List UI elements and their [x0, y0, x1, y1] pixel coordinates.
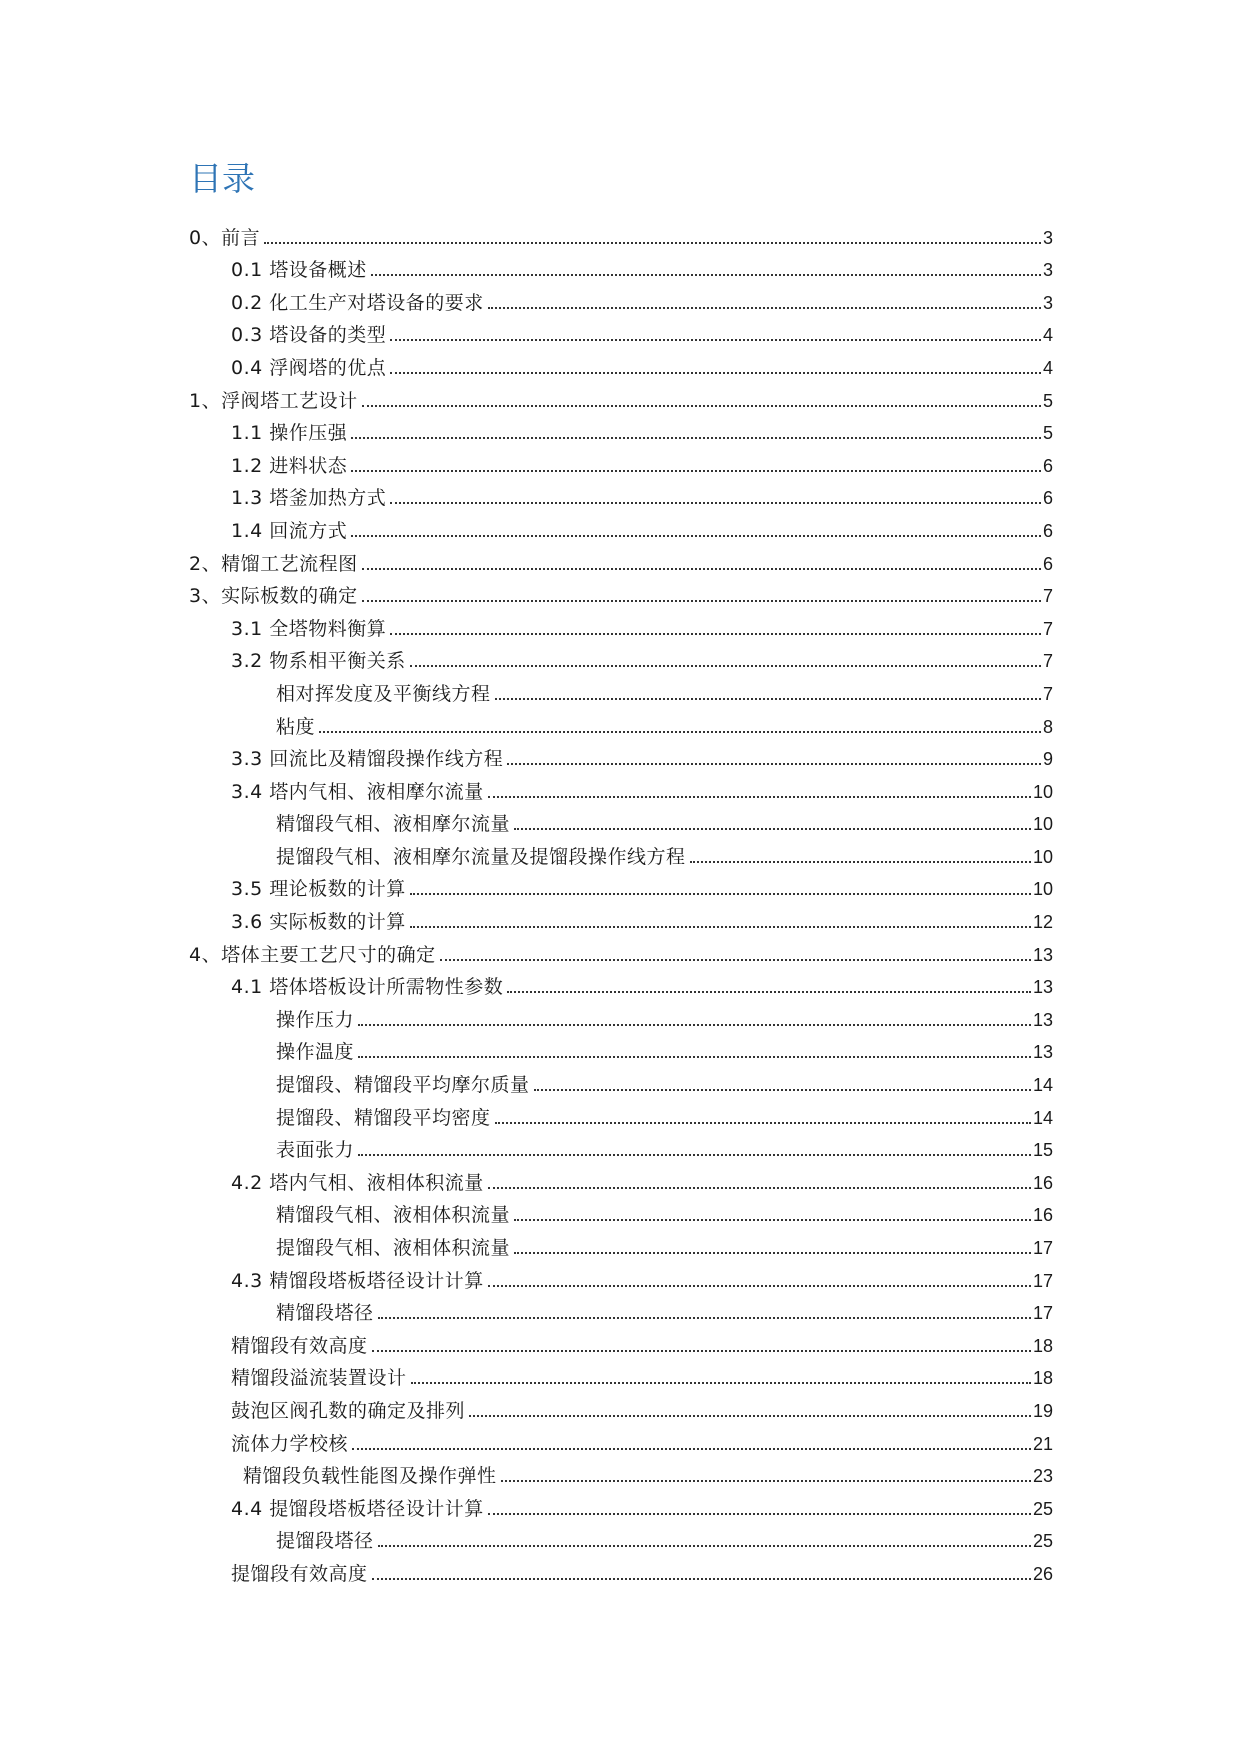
toc-entry[interactable] [0, 641, 1241, 674]
toc-page-number: 17 [1032, 1303, 1053, 1324]
toc-entry[interactable] [0, 1293, 1241, 1326]
dot-leader [440, 959, 1031, 961]
toc-entry-text: 精馏段有效高度 [231, 1334, 368, 1357]
dot-leader [534, 1089, 1031, 1091]
toc-page-number: 10 [1032, 846, 1053, 867]
toc-entry[interactable] [0, 1390, 1241, 1423]
dot-leader [507, 763, 1041, 765]
dot-leader [378, 1545, 1031, 1547]
dot-leader [362, 568, 1041, 570]
toc-page-number: 13 [1032, 977, 1053, 998]
toc-entry-text: 0.4 浮阀塔的优点 [231, 356, 387, 379]
toc-entry[interactable] [0, 1130, 1241, 1163]
toc-page-number: 18 [1032, 1335, 1053, 1356]
dot-leader [371, 274, 1041, 276]
toc-entry[interactable] [0, 999, 1241, 1032]
toc-entry-text: 精馏段负载性能图及操作弹性 [243, 1465, 497, 1488]
toc-page-number: 3 [1042, 260, 1053, 281]
toc-page-number: 4 [1042, 325, 1053, 346]
toc-entry[interactable] [0, 413, 1241, 446]
toc-entry[interactable] [0, 836, 1241, 869]
toc-page-number: 3 [1042, 292, 1053, 313]
toc-entry-text: 流体力学校核 [231, 1432, 349, 1455]
toc-entry-text: 3.2 物系相平衡关系 [231, 650, 406, 673]
dot-leader [488, 307, 1041, 309]
toc-page-number: 14 [1032, 1107, 1053, 1128]
toc-page-number: 25 [1032, 1498, 1053, 1519]
toc-entry[interactable] [0, 706, 1241, 739]
toc-entry[interactable] [0, 1488, 1241, 1521]
toc-entry-text: 精馏段溢流装置设计 [231, 1367, 407, 1390]
toc-page-number: 16 [1032, 1172, 1053, 1193]
toc-entry-text: 操作压力 [276, 1008, 355, 1031]
toc-entry-text: 提馏段塔径 [276, 1530, 374, 1553]
dot-leader [501, 1480, 1031, 1482]
toc-page-number: 6 [1042, 553, 1053, 574]
toc-entry[interactable] [0, 445, 1241, 478]
toc-page-number: 23 [1032, 1466, 1053, 1487]
toc-entry-text: 0、前言 [189, 226, 261, 249]
toc-entry-text: 精馏段气相、液相体积流量 [276, 1204, 511, 1227]
toc-entry[interactable] [0, 1260, 1241, 1293]
toc-page-number: 10 [1032, 781, 1053, 802]
dot-leader [362, 405, 1041, 407]
dot-leader [358, 1056, 1031, 1058]
toc-entry[interactable] [0, 1423, 1241, 1456]
dot-leader [469, 1415, 1031, 1417]
dot-leader [390, 502, 1041, 504]
toc-entry[interactable] [0, 1032, 1241, 1065]
dot-leader [488, 1513, 1031, 1515]
dot-leader [411, 1382, 1031, 1384]
toc-entry-text: 0.3 塔设备的类型 [231, 324, 387, 347]
toc-heading: 目录 [189, 159, 255, 198]
toc-entry[interactable] [0, 1553, 1241, 1586]
dot-leader [410, 926, 1031, 928]
toc-entry[interactable] [0, 217, 1241, 250]
toc-entry[interactable] [0, 608, 1241, 641]
dot-leader [514, 1252, 1031, 1254]
dot-leader [488, 796, 1031, 798]
toc-entry-text: 提馏段气相、液相摩尔流量及提馏段操作线方程 [276, 845, 686, 868]
toc-entry-text: 提馏段有效高度 [231, 1562, 368, 1585]
toc-entry-text: 1.3 塔釜加热方式 [231, 487, 387, 510]
toc-page-number: 6 [1042, 455, 1053, 476]
toc-page-number: 19 [1032, 1400, 1053, 1421]
toc-page-number: 5 [1042, 390, 1053, 411]
dot-leader [351, 470, 1041, 472]
dot-leader [390, 633, 1041, 635]
dot-leader [390, 372, 1041, 374]
toc-entry-text: 精馏段气相、液相摩尔流量 [276, 813, 511, 836]
toc-entry[interactable] [0, 934, 1241, 967]
toc-entry[interactable] [0, 1064, 1241, 1097]
toc-entry[interactable] [0, 901, 1241, 934]
dot-leader [378, 1317, 1031, 1319]
toc-entry-text: 3.1 全塔物料衡算 [231, 617, 387, 640]
toc-page-number: 13 [1032, 1042, 1053, 1063]
dot-leader [514, 1219, 1031, 1221]
toc-page-number: 17 [1032, 1238, 1053, 1258]
toc-page-number: 3 [1042, 227, 1053, 248]
toc-entry-text: 粘度 [276, 715, 316, 738]
toc-entry[interactable] [0, 1358, 1241, 1391]
toc-entry[interactable] [0, 1227, 1241, 1260]
dot-leader [495, 698, 1041, 700]
toc-page-number: 7 [1042, 618, 1053, 639]
dot-leader [319, 731, 1041, 733]
toc-page-number: 5 [1042, 423, 1053, 444]
toc-entry[interactable] [0, 1456, 1241, 1489]
toc-entry[interactable] [0, 771, 1241, 804]
dot-leader [264, 242, 1041, 244]
toc-entry-text: 3.5 理论板数的计算 [231, 878, 406, 901]
toc-entry[interactable] [0, 1097, 1241, 1130]
toc-entry[interactable] [0, 869, 1241, 902]
toc-entry-text: 精馏段塔径 [276, 1302, 374, 1325]
toc-entry-text: 4、塔体主要工艺尺寸的确定 [189, 943, 436, 966]
toc-page-number: 10 [1032, 814, 1053, 835]
toc-entry[interactable] [0, 967, 1241, 1000]
toc-entry[interactable] [0, 1521, 1241, 1554]
toc-entry[interactable] [0, 380, 1241, 413]
toc-page-number: 10 [1032, 879, 1053, 900]
dot-leader [352, 1448, 1031, 1450]
toc-page-number: 18 [1032, 1368, 1053, 1389]
toc-page-number: 26 [1032, 1563, 1053, 1584]
toc-entry-text: 3.4 塔内气相、液相摩尔流量 [231, 780, 484, 803]
toc-entry[interactable] [0, 543, 1241, 576]
toc-entry[interactable] [0, 739, 1241, 772]
toc-entry[interactable] [0, 673, 1241, 706]
dot-leader [358, 1154, 1031, 1156]
toc-page-number: 13 [1032, 944, 1053, 965]
toc-entry-text: 4.4 提馏段塔板塔径设计计算 [231, 1497, 484, 1520]
toc-page-number: 7 [1042, 586, 1053, 607]
dot-leader [410, 665, 1041, 667]
toc-entry[interactable] [0, 282, 1241, 315]
toc-entry[interactable] [0, 315, 1241, 348]
toc-entry[interactable] [0, 1325, 1241, 1358]
toc-page-number: 14 [1032, 1075, 1053, 1096]
toc-entry[interactable] [0, 1162, 1241, 1195]
toc-entry-text: 4.3 精馏段塔板塔径设计计算 [231, 1269, 484, 1292]
toc-entry-text: 1.2 进料状态 [231, 454, 348, 477]
dot-leader [495, 1122, 1031, 1124]
dot-leader [410, 893, 1031, 895]
dot-leader [390, 339, 1041, 341]
toc-entry-text: 1.1 操作压强 [231, 422, 348, 445]
toc-page-number: 15 [1032, 1140, 1053, 1161]
toc-entry-text: 3.3 回流比及精馏段操作线方程 [231, 748, 504, 771]
toc-entry-text: 相对挥发度及平衡线方程 [276, 682, 491, 705]
dot-leader [372, 1350, 1031, 1352]
toc-entry-text: 0.2 化工生产对塔设备的要求 [231, 291, 484, 314]
toc-entry[interactable] [0, 804, 1241, 837]
toc-entry-text: 0.1 塔设备概述 [231, 259, 367, 282]
dot-leader [351, 535, 1041, 537]
dot-leader [488, 1187, 1031, 1189]
dot-leader [488, 1285, 1031, 1287]
toc-entry[interactable] [0, 347, 1241, 380]
toc-page-number: 6 [1042, 520, 1053, 541]
toc-entry-text: 3.6 实际板数的计算 [231, 911, 406, 934]
dot-leader [514, 828, 1031, 830]
toc-page-number: 4 [1042, 357, 1053, 378]
toc-page-number: 17 [1032, 1270, 1053, 1291]
toc-entry-text: 表面张力 [276, 1139, 355, 1162]
toc-entry-text: 1、浮阀塔工艺设计 [189, 389, 358, 412]
toc-entry-text: 1.4 回流方式 [231, 519, 348, 542]
toc-entry-text: 鼓泡区阀孔数的确定及排列 [231, 1399, 466, 1422]
toc-entry[interactable] [0, 576, 1241, 609]
dot-leader [507, 991, 1031, 993]
toc-page-number: 21 [1032, 1433, 1053, 1454]
dot-leader [358, 1024, 1031, 1026]
toc-entry-text: 4.2 塔内气相、液相体积流量 [231, 1171, 484, 1194]
toc-entry-text: 提馏段气相、液相体积流量 [276, 1237, 511, 1259]
toc-entry[interactable] [0, 510, 1241, 543]
toc-page-number: 12 [1032, 912, 1053, 933]
dot-leader [690, 861, 1031, 863]
toc-entry-text: 操作温度 [276, 1041, 355, 1064]
toc-entry-text: 提馏段、精馏段平均密度 [276, 1106, 491, 1129]
toc-page-number: 6 [1042, 488, 1053, 509]
dot-leader [372, 1578, 1031, 1580]
toc-entry-text: 提馏段、精馏段平均摩尔质量 [276, 1074, 530, 1097]
toc-entry-text: 2、精馏工艺流程图 [189, 552, 358, 575]
table-of-contents [0, 217, 1241, 1586]
dot-leader [351, 437, 1041, 439]
toc-page-number: 7 [1042, 651, 1053, 672]
toc-entry[interactable] [0, 478, 1241, 511]
dot-leader [362, 600, 1041, 602]
toc-entry-text: 4.1 塔体塔板设计所需物性参数 [231, 976, 504, 999]
toc-page-number: 7 [1042, 683, 1053, 704]
toc-entry-text: 3、实际板数的确定 [189, 585, 358, 608]
toc-page-number: 16 [1032, 1205, 1053, 1226]
toc-entry[interactable] [0, 250, 1241, 283]
toc-page-number: 9 [1042, 749, 1053, 770]
toc-page-number: 8 [1042, 716, 1053, 737]
toc-page-number: 25 [1032, 1531, 1053, 1552]
toc-entry[interactable] [0, 1195, 1241, 1228]
toc-page-number: 13 [1032, 1009, 1053, 1030]
